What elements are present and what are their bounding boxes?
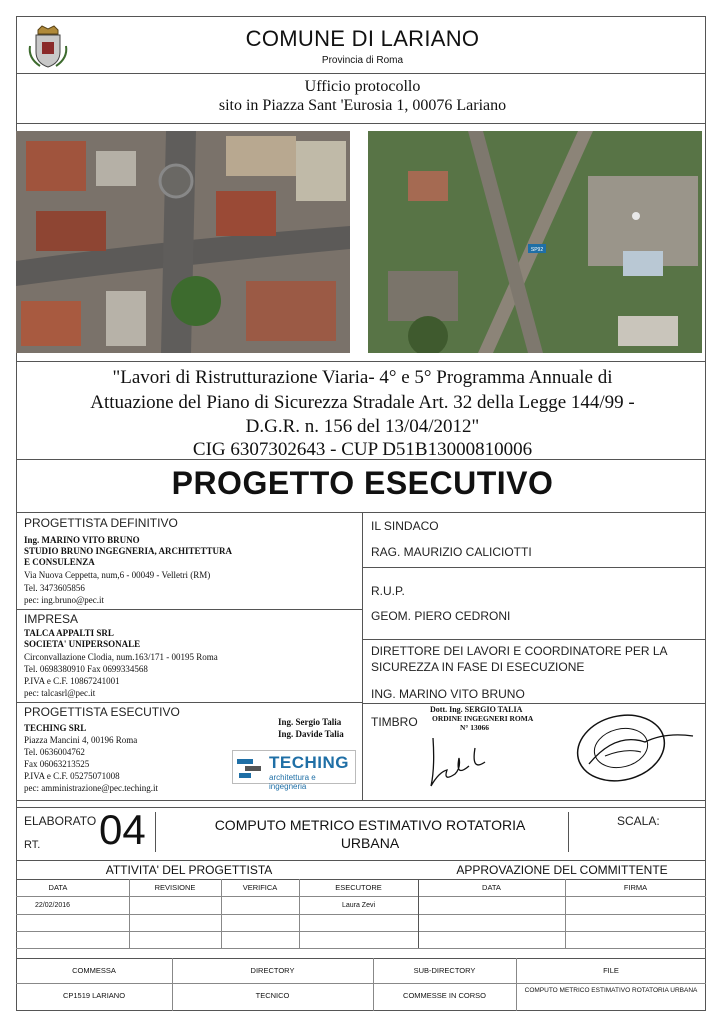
sindaco-label: IL SINDACO [371,519,439,533]
teching-piva: P.IVA e C.F. 05275071008 [24,771,120,781]
impresa-tel: Tel. 0698380910 Fax 0699334568 [24,664,148,674]
impresa-pec: pec: talcasrl@pec.it [24,688,96,698]
impresa-name-2: SOCIETA' UNIPERSONALE [24,639,141,649]
stamp-line-3: N° 13066 [460,723,490,732]
progettista-definitivo-label: PROGETTISTA DEFINITIVO [24,516,178,530]
impresa-label: IMPRESA [24,612,79,626]
footer-value-directory: TECNICO [255,991,290,1000]
direttore-label-1: DIRETTORE DEI LAVORI E COORDINATORE PER LA [371,644,668,658]
impresa-name-1: TALCA APPALTI SRL [24,628,114,638]
municipality-title: COMUNE DI LARIANO [245,26,480,51]
stamp-line-2: ORDINE INGEGNERI ROMA [432,714,534,723]
elaborato-label: ELABORATO [24,814,97,828]
studio-tel: Tel. 3473605856 [24,583,85,593]
studio-address: Via Nuova Ceppetta, num,6 - 00049 - Velletri (RM) [24,570,211,580]
rev-header-revisione: REVISIONE [154,883,196,892]
elaborato-rt: RT. [24,839,41,851]
studio-pec: pec: ing.bruno@pec.it [24,595,105,605]
teching-logo [232,750,356,791]
footer-value-file: COMPUTO METRICO ESTIMATIVO ROTATORIA URBANA [524,987,698,994]
teching-address: Piazza Mancini 4, 00196 Roma [24,735,138,745]
engineer-sergio: Ing. Sergio Talia [278,717,342,727]
studio-name-1: STUDIO BRUNO INGEGNERIA, ARCHITETTURA [24,546,233,556]
footer-header-subdirectory: SUB-DIRECTORY [413,966,476,975]
rev-row-1-data: 22/02/2016 [35,902,71,909]
impresa-piva: P.IVA e C.F. 10867241001 [24,676,120,686]
aerial-photo-roundabout [16,131,350,353]
stamp-line-1: Dott. Ing. SERGIO TALIA [430,705,523,714]
project-heading: PROGETTO ESECUTIVO [171,465,554,501]
progettista-esecutivo-label: PROGETTISTA ESECUTIVO [24,705,180,719]
footer-value-commessa: CP1519 LARIANO [62,991,126,1000]
project-title-line-1: "Lavori di Ristrutturazione Viaria- 4° e 5° Programma Annuale di [112,367,613,388]
revisions-left-title: ATTIVITA' DEL PROGETTISTA [105,863,273,877]
rev-header-esecutore: ESECUTORE [335,883,382,892]
studio-name-2: E CONSULENZA [24,557,95,567]
teching-fax: Fax 06063213525 [24,759,90,769]
rev-header-verifica: VERIFICA [242,883,278,892]
project-title-line-2: Attuazione del Piano di Sicurezza Stradale Art. 32 della Legge 144/99 - [90,392,635,413]
engineer-davide: Ing. Davide Talia [278,729,344,739]
teching-pec: pec: amministrazione@pec.teching.it [24,783,158,793]
rup-label: R.U.P. [371,584,405,598]
teching-logo-name: TECHING [269,753,349,772]
office-line-2: sito in Piazza Sant 'Eurosia 1, 00076 Lariano [218,97,507,114]
rev-header-data-committente: DATA [482,883,501,892]
footer-value-subdirectory: COMMESSE IN CORSO [403,991,486,1000]
elaborato-description-2: URBANA [340,835,400,851]
office-line-1: Ufficio protocollo [304,78,421,95]
scala-label: SCALA: [617,814,660,828]
rev-header-data: DATA [48,883,68,892]
teching-tel: Tel. 0636004762 [24,747,85,757]
teching-logo-sub: architettura e ingegneria [269,773,316,791]
aerial-photo-road [368,131,702,353]
footer-header-directory: DIRECTORY [250,966,295,975]
teching-company: TECHING SRL [24,723,87,733]
road-tag: SP92 [530,247,544,253]
impresa-address: Circonvallazione Clodia, num.163/171 - 00195 Roma [24,652,218,662]
timbro-label: TIMBRO [371,715,418,729]
footer-header-commessa: COMMESSA [72,966,116,975]
rev-row-1-esecutore: Laura Zevi [341,902,376,909]
direttore-label-2: SICUREZZA IN FASE DI ESECUZIONE [371,660,585,674]
progettista-definitivo-name: Ing. MARINO VITO BRUNO [24,535,140,545]
sindaco-name: RAG. MAURIZIO CALICIOTTI [371,545,532,559]
project-title-line-3: D.G.R. n. 156 del 13/04/2012" [245,416,480,437]
elaborato-description-1: COMPUTO METRICO ESTIMATIVO ROTATORIA [214,817,526,833]
project-cig-cup: CIG 6307302643 - CUP D51B13000810006 [192,439,533,460]
stamp-seal-davide [565,712,701,784]
elaborato-number: 04 [99,806,146,853]
rev-header-firma: FIRMA [623,883,648,892]
province-label: Provincia di Roma [321,55,404,66]
signature-sergio [425,728,505,792]
revisions-right-title: APPROVAZIONE DEL COMMITTENTE [456,863,668,877]
footer-header-file: FILE [603,966,619,975]
rup-name: GEOM. PIERO CEDRONI [371,609,511,623]
direttore-name: ING. MARINO VITO BRUNO [371,687,525,701]
